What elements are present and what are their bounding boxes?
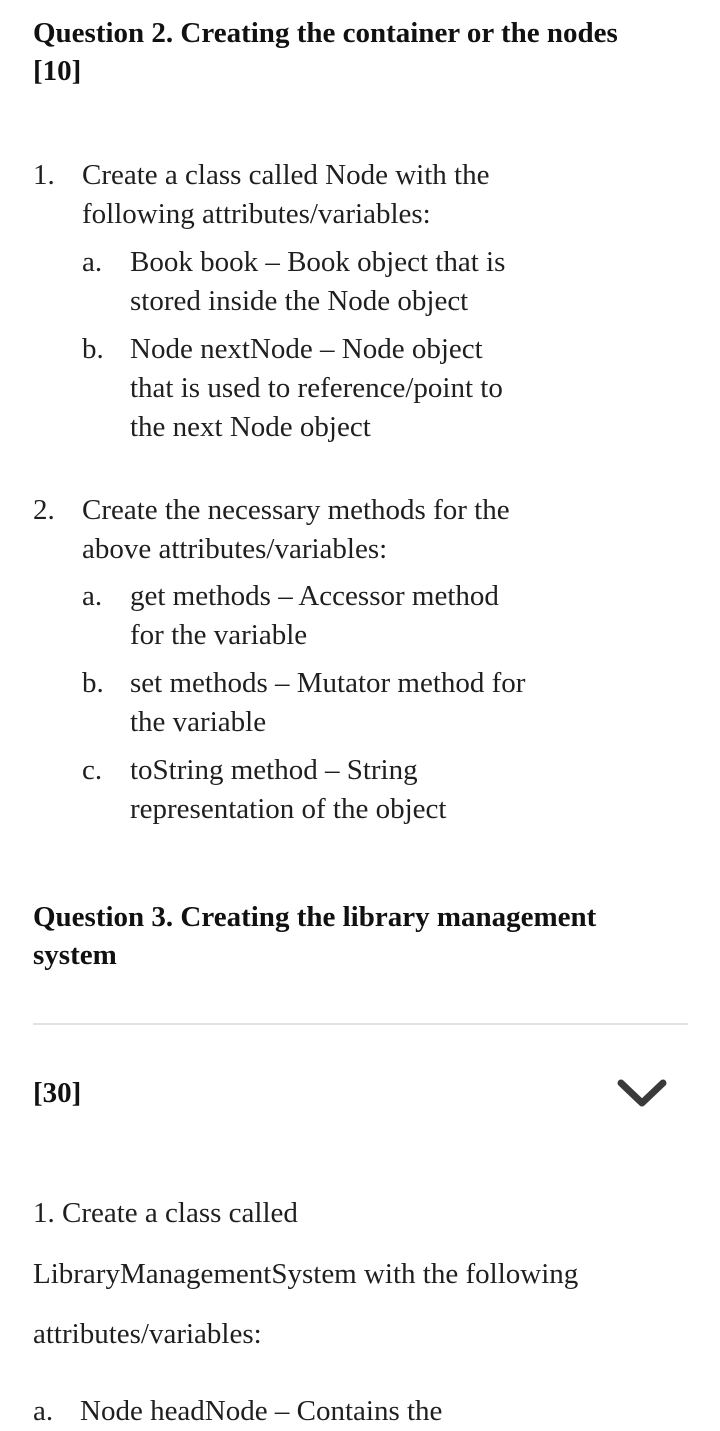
chevron-down-icon[interactable] [614,1073,670,1113]
q2-item-1a-letter: a. [82,246,103,278]
q2-item-1-number: 1. [33,159,55,191]
q2-item-2a-line2: for the variable [130,619,308,651]
chevron-down-icon-svg [614,1073,670,1113]
q2-item-1b-line1: Node nextNode – Node object [130,333,483,365]
q2-item-2c-line2: representation of the object [130,793,447,825]
q3-para-line1: 1. Create a class called [33,1197,298,1229]
q2-item-2b-text [130,664,580,742]
q2-item-1-line2: following attributes/variables: [82,198,431,230]
question-2-heading-line2: [10] [33,55,82,87]
q3-para-line3: attributes/variables: [33,1318,262,1350]
q2-item-2a-letter: a. [82,580,103,612]
q2-item-2a-line1: get methods – Accessor method [130,580,499,612]
question-3-marks: [30] [33,1077,82,1109]
q2-item-2-line1: Create the necessary methods for the [82,494,510,526]
q2-item-2-number: 2. [33,494,55,526]
q2-item-2b-line1: set methods – Mutator method for [130,667,526,699]
q2-item-1a-line2: stored inside the Node object [130,285,469,317]
question-3-heading-line1: Question 3. Creating the library management [33,901,597,933]
q2-item-2b-letter: b. [82,667,104,699]
q2-item-1b-letter: b. [82,333,104,365]
q2-item-2c-letter: c. [82,754,103,786]
q2-item-1a-line1: Book book – Book object that is [130,246,506,278]
q2-item-2-line2: above attributes/variables: [82,533,388,565]
q2-item-1-line1: Create a class called Node with the [82,159,490,191]
q2-item-1-text [82,156,602,234]
question-3-heading [33,898,693,974]
section-divider [33,1023,688,1025]
q3-sub-a-text: Node headNode – Contains the [80,1395,443,1427]
question-2-heading [33,14,693,90]
q2-item-1b-line3: the next Node object [130,411,371,443]
q2-item-1a-text [130,243,580,321]
q2-item-1b-text [130,330,580,447]
q2-item-2-text [82,491,602,569]
q2-item-2c-line1: toString method – String [130,754,418,786]
question-2-heading-line1: Question 2. Creating the container or the nodes [33,17,618,49]
q2-item-2c-text [130,751,580,829]
q3-sub-a-letter: a. [33,1395,54,1427]
question-3-heading-line2: system [33,939,117,971]
q2-item-1b-line2: that is used to reference/point to [130,372,503,404]
q2-item-2b-line2: the variable [130,706,267,738]
q3-para-line2: LibraryManagementSystem with the following [33,1258,579,1290]
q2-item-2a-text [130,577,580,655]
